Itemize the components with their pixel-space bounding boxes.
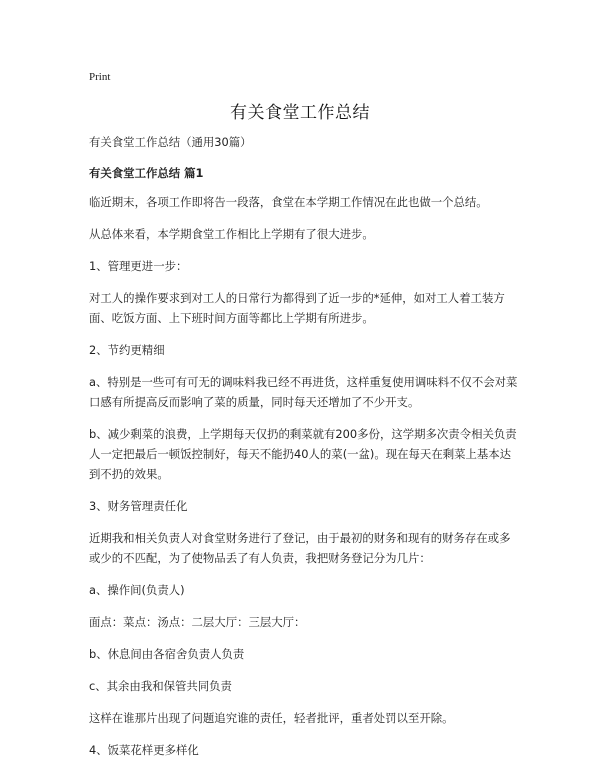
document-title: 有关食堂工作总结 bbox=[230, 103, 370, 123]
paragraph: c、其余由我和保管共同负责 bbox=[89, 679, 232, 693]
paragraph: 1、管理更进一步： bbox=[89, 259, 188, 273]
paragraph: 面点：菜点：汤点：二层大厅：三层大厅： bbox=[89, 615, 306, 629]
paragraph: 从总体来看，本学期食堂工作相比上学期有了很大进步。 bbox=[89, 227, 374, 241]
paragraph: b、减少剩菜的浪费，上学期每天仅扔的剩菜就有200多份，这学期多次责令相关负责人一定把最后一顿饭控制好，每天不能扔40人的菜(一盆)。现在每天在剩菜上基本达到不扔的效果。 bbox=[89, 427, 517, 481]
paragraph: 4、饭菜花样更多样化 bbox=[89, 743, 199, 757]
paragraph: 临近期末，各项工作即将告一段落，食堂在本学期工作情况在此也做一个总结。 bbox=[89, 195, 488, 209]
paragraph: 近期我和相关负责人对食堂财务进行了登记，由于最初的财务和现有的财务存在或多或少的不匹配，为了使物品丢了有人负责，我把财务登记分为几片： bbox=[89, 531, 511, 565]
print-link[interactable]: Print bbox=[89, 71, 111, 83]
section-heading: 有关食堂工作总结 篇1 bbox=[89, 166, 204, 180]
paragraph: 2、节约更精细 bbox=[89, 343, 165, 357]
document-subtitle: 有关食堂工作总结（通用30篇） bbox=[89, 135, 252, 149]
document-body bbox=[89, 132, 519, 772]
paragraph: 3、财务管理责任化 bbox=[89, 499, 188, 513]
paragraph: a、操作间(负责人) bbox=[89, 583, 185, 597]
paragraph: a、特别是一些可有可无的调味料我已经不再进货，这样重复使用调味料不仅不会对菜口感有所提高反而影响了菜的质量，同时每天还增加了不少开支。 bbox=[89, 375, 518, 409]
paragraph: 对工人的操作要求到对工人的日常行为都得到了近一步的*延伸，如对工人着工装方面、吃饭方面、上下班时间方面等都比上学期有所进步。 bbox=[89, 291, 505, 325]
paragraph: b、休息间由各宿舍负责人负责 bbox=[89, 647, 245, 661]
paragraph: 这样在谁那片出现了问题追究谁的责任，轻者批评，重者处罚以至开除。 bbox=[89, 711, 454, 725]
